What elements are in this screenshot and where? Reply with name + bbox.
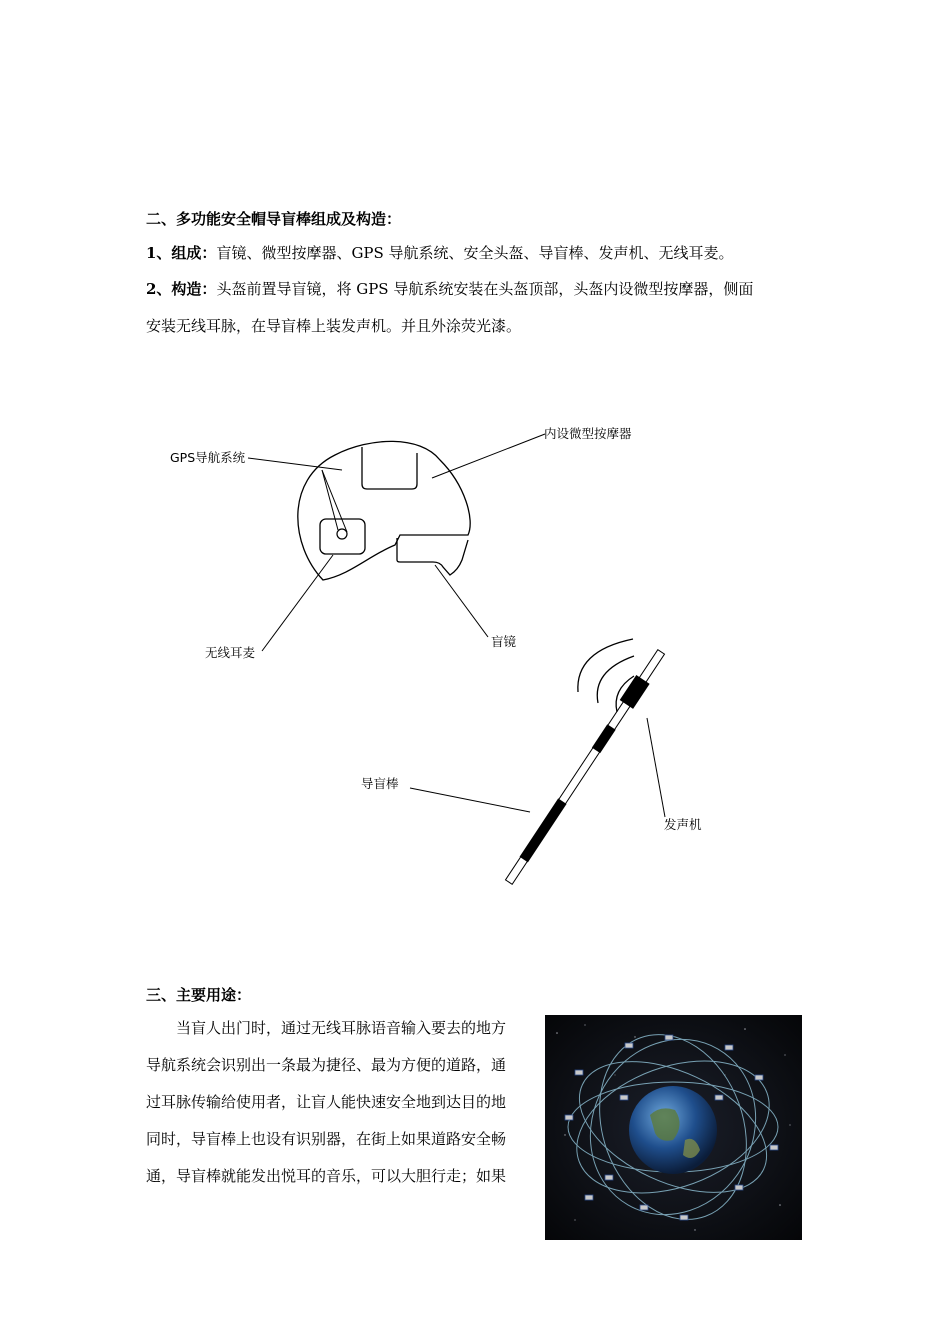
- label-blind-mirror: 盲镜: [491, 634, 517, 649]
- speaker-leader: [647, 718, 665, 817]
- item1-text: 盲镜、微型按摩器、GPS 导航系统、安全头盔、导盲棒、发声机、无线耳麦。: [216, 244, 734, 262]
- earphone-leader: [262, 555, 333, 651]
- blind-mirror-shape: [397, 538, 468, 575]
- label-massager: 内设微型按摩器: [544, 426, 632, 441]
- earphone-box: [320, 519, 365, 554]
- cane-leader: [410, 788, 530, 812]
- cane-black-band-1: [520, 798, 567, 862]
- gps-leader-v1: [322, 470, 338, 530]
- section3-para-line: 导航系统会识别出一条最为捷径、最为方便的道路，通: [146, 1056, 507, 1074]
- item1-label: 1、组成：: [146, 244, 217, 262]
- section2-heading: 二、多功能安全帽导盲棒组成及构造：: [146, 210, 402, 228]
- label-speaker: 发声机: [664, 817, 702, 832]
- earphone-dot: [337, 529, 347, 539]
- cane: [502, 648, 668, 887]
- item2-label: 2、构造：: [146, 280, 217, 298]
- item2-text-line2: 安装无线耳脉，在导盲棒上装发声机。并且外涂荧光漆。: [146, 317, 522, 335]
- helmet-outline: [298, 441, 470, 580]
- label-cane: 导盲棒: [361, 776, 399, 791]
- section3-para-line: 通，导盲棒就能发出悦耳的音乐，可以大胆行走；如果: [146, 1167, 507, 1185]
- cane-black-band-2: [592, 724, 616, 753]
- gps-box: [362, 447, 417, 489]
- label-gps: GPS导航系统: [170, 450, 246, 465]
- gps-satellite-image: [545, 1015, 802, 1240]
- section3-para-line: 当盲人出门时，通过无线耳脉语音输入要去的地方: [176, 1019, 507, 1037]
- section3-para-line: 同时，导盲棒上也设有识别器，在街上如果道路安全畅: [146, 1130, 507, 1148]
- mirror-leader: [435, 565, 488, 637]
- label-earphone: 无线耳麦: [205, 645, 256, 660]
- item2-text-line1: 头盔前置导盲镜，将 GPS 导航系统安装在头盔顶部，头盔内设微型按摩器，侧面: [216, 280, 754, 298]
- section3-para-line: 过耳脉传输给使用者，让盲人能快速安全地到达目的地: [146, 1093, 507, 1111]
- massager-leader: [432, 434, 545, 478]
- section3-heading: 三、主要用途：: [146, 986, 252, 1004]
- gps-leader-v2: [322, 470, 347, 532]
